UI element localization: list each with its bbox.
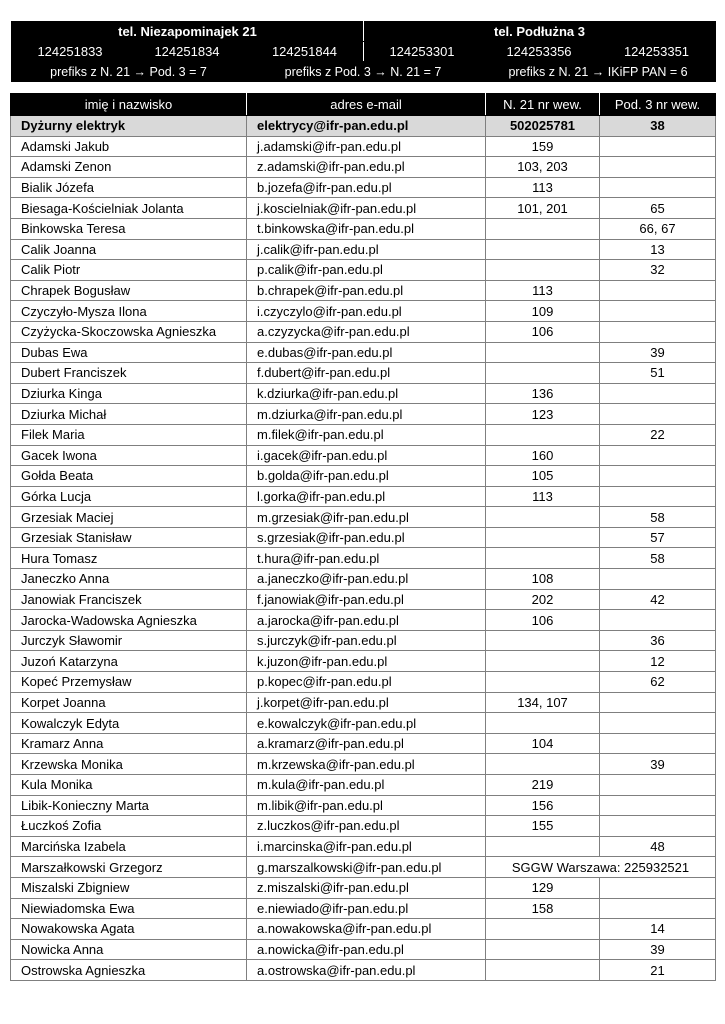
email-address: t.binkowska@ifr-pan.edu.pl [247,218,486,239]
table-row [11,877,716,898]
header-email: adres e-mail [247,94,486,116]
email-address: a.jarocka@ifr-pan.edu.pl [247,610,486,631]
email-address: e.kowalczyk@ifr-pan.edu.pl [247,713,486,734]
phone-numbers-block [11,21,716,82]
email-address: a.czyzycka@ifr-pan.edu.pl [247,321,486,342]
n21-extension [486,239,600,260]
email-address: elektrycy@ifr-pan.edu.pl [247,116,486,137]
pod3-extension: 13 [600,239,716,260]
email-address: z.miszalski@ifr-pan.edu.pl [247,877,486,898]
n21-extension: 155 [486,816,600,837]
n21-extension: 105 [486,466,600,487]
person-name: Nowakowska Agata [11,919,247,940]
n21-extension [486,939,600,960]
n21-extension [486,754,600,775]
pod3-extension [600,569,716,590]
n21-extension [486,424,600,445]
n21-extension: 106 [486,610,600,631]
person-name: Kopeć Przemysław [11,672,247,693]
table-row [11,960,716,981]
table-row [11,898,716,919]
table-row [11,424,716,445]
email-address: f.janowiak@ifr-pan.edu.pl [247,589,486,610]
n21-extension: 103, 203 [486,157,600,178]
n21-extension [486,342,600,363]
header-pod3-ext: Pod. 3 nr wew. [600,94,716,116]
person-name: Libik-Konieczny Marta [11,795,247,816]
email-address: a.nowakowska@ifr-pan.edu.pl [247,919,486,940]
n21-extension [486,260,600,281]
person-name: Krzewska Monika [11,754,247,775]
email-address: t.hura@ifr-pan.edu.pl [247,548,486,569]
prefix-note: prefiks z N. 21 → Pod. 3 = 7 [12,62,246,82]
phone-number: 124251833 [12,42,129,62]
person-name: Czyczyło-Mysza Ilona [11,301,247,322]
n21-extension: 113 [486,280,600,301]
n21-extension: 104 [486,733,600,754]
duty-electrician-row [11,116,716,137]
person-name: Nowicka Anna [11,939,247,960]
email-address: g.marszalkowski@ifr-pan.edu.pl [247,857,486,878]
email-address: m.libik@ifr-pan.edu.pl [247,795,486,816]
table-row [11,754,716,775]
email-address: s.jurczyk@ifr-pan.edu.pl [247,630,486,651]
email-address: f.dubert@ifr-pan.edu.pl [247,363,486,384]
email-address: p.kopec@ifr-pan.edu.pl [247,672,486,693]
n21-extension: 108 [486,569,600,590]
n21-extension [486,836,600,857]
person-name: Hura Tomasz [11,548,247,569]
person-name: Gołda Beata [11,466,247,487]
pod3-extension [600,610,716,631]
pod3-extension [600,733,716,754]
email-address: b.chrapek@ifr-pan.edu.pl [247,280,486,301]
n21-extension [486,651,600,672]
pod3-extension [600,877,716,898]
phone-number: 124253301 [364,42,481,62]
n21-extension: 113 [486,177,600,198]
pod3-extension [600,404,716,425]
table-header-row [11,94,716,116]
table-row [11,527,716,548]
table-row [11,239,716,260]
person-name: Kula Monika [11,775,247,796]
n21-extension: 158 [486,898,600,919]
email-address: j.koscielniak@ifr-pan.edu.pl [247,198,486,219]
staff-directory-table [10,93,716,981]
n21-extension [486,672,600,693]
pod3-extension: 58 [600,548,716,569]
n21-extension [486,960,600,981]
table-row [11,713,716,734]
prefix-note: prefiks z Pod. 3 → N. 21 = 7 [246,62,481,82]
table-row [11,569,716,590]
person-name: Grzesiak Maciej [11,507,247,528]
table-row [11,672,716,693]
pod3-extension [600,445,716,466]
email-address: a.kramarz@ifr-pan.edu.pl [247,733,486,754]
phone-number: 124253356 [481,42,598,62]
n21-extension: 134, 107 [486,692,600,713]
pod3-extension [600,383,716,404]
pod3-extension: 21 [600,960,716,981]
pod3-extension [600,321,716,342]
table-row [11,486,716,507]
person-name: Górka Lucja [11,486,247,507]
email-address: m.dziurka@ifr-pan.edu.pl [247,404,486,425]
email-address: s.grzesiak@ifr-pan.edu.pl [247,527,486,548]
pod3-extension: 12 [600,651,716,672]
person-name: Dubert Franciszek [11,363,247,384]
pod3-extension: 38 [600,116,716,137]
person-name: Biesaga-Kościelniak Jolanta [11,198,247,219]
pod3-extension [600,898,716,919]
header-name: imię i nazwisko [11,94,247,116]
pod3-extension: 42 [600,589,716,610]
table-row [11,795,716,816]
person-name: Gacek Iwona [11,445,247,466]
email-address: a.janeczko@ifr-pan.edu.pl [247,569,486,590]
table-row [11,301,716,322]
n21-extension [486,527,600,548]
email-address: b.jozefa@ifr-pan.edu.pl [247,177,486,198]
email-address: m.krzewska@ifr-pan.edu.pl [247,754,486,775]
table-row [11,692,716,713]
email-address: e.dubas@ifr-pan.edu.pl [247,342,486,363]
table-row [11,445,716,466]
n21-extension: 219 [486,775,600,796]
table-row [11,466,716,487]
table-row [11,342,716,363]
person-name: Adamski Zenon [11,157,247,178]
pod3-extension [600,157,716,178]
person-name: Bialik Józefa [11,177,247,198]
n21-extension: 101, 201 [486,198,600,219]
pod3-extension: 22 [600,424,716,445]
pod3-extension: 58 [600,507,716,528]
email-address: i.czyczylo@ifr-pan.edu.pl [247,301,486,322]
person-name: Korpet Joanna [11,692,247,713]
pod3-extension [600,486,716,507]
header-n21-ext: N. 21 nr wew. [486,94,600,116]
external-phone: SGGW Warszawa: 225932521 [486,857,716,878]
person-name: Dziurka Michał [11,404,247,425]
pod3-extension: 39 [600,939,716,960]
pod3-extension [600,280,716,301]
email-address: l.gorka@ifr-pan.edu.pl [247,486,486,507]
person-name: Filek Maria [11,424,247,445]
n21-extension: 202 [486,589,600,610]
person-name: Calik Piotr [11,260,247,281]
person-name: Grzesiak Stanisław [11,527,247,548]
email-address: e.niewiado@ifr-pan.edu.pl [247,898,486,919]
email-address: k.juzon@ifr-pan.edu.pl [247,651,486,672]
person-name: Dubas Ewa [11,342,247,363]
person-name: Jurczyk Sławomir [11,630,247,651]
table-row [11,610,716,631]
table-row [11,816,716,837]
pod3-extension [600,301,716,322]
table-row [11,836,716,857]
pod3-extension: 66, 67 [600,218,716,239]
table-row [11,919,716,940]
pod3-extension: 57 [600,527,716,548]
n21-extension: 502025781 [486,116,600,137]
n21-extension: 129 [486,877,600,898]
n21-extension [486,919,600,940]
person-name: Czyżycka-Skoczowska Agnieszka [11,321,247,342]
person-name: Miszalski Zbigniew [11,877,247,898]
pod3-extension: 48 [600,836,716,857]
pod3-extension [600,466,716,487]
email-address: a.nowicka@ifr-pan.edu.pl [247,939,486,960]
n21-extension [486,713,600,734]
n21-extension: 106 [486,321,600,342]
table-row [11,775,716,796]
n21-extension: 136 [486,383,600,404]
phone-number: 124251834 [129,42,246,62]
pod3-extension [600,816,716,837]
person-name: Marszałkowski Grzegorz [11,857,247,878]
table-row [11,404,716,425]
table-row [11,651,716,672]
table-row [11,589,716,610]
email-address: m.grzesiak@ifr-pan.edu.pl [247,507,486,528]
n21-extension: 109 [486,301,600,322]
person-name: Niewiadomska Ewa [11,898,247,919]
table-row [11,507,716,528]
person-name: Kowalczyk Edyta [11,713,247,734]
n21-extension: 160 [486,445,600,466]
email-address: j.korpet@ifr-pan.edu.pl [247,692,486,713]
email-address: j.calik@ifr-pan.edu.pl [247,239,486,260]
person-name: Adamski Jakub [11,136,247,157]
pod3-extension [600,775,716,796]
person-name: Janeczko Anna [11,569,247,590]
pod3-extension [600,795,716,816]
email-address: j.adamski@ifr-pan.edu.pl [247,136,486,157]
person-name: Juzoń Katarzyna [11,651,247,672]
table-row [11,383,716,404]
n21-extension [486,548,600,569]
person-name: Binkowska Teresa [11,218,247,239]
n21-extension [486,507,600,528]
pod3-extension: 65 [600,198,716,219]
table-row [11,733,716,754]
table-row [11,218,716,239]
location-title-podluzna: tel. Podłużna 3 [364,22,716,42]
n21-extension: 113 [486,486,600,507]
person-name: Calik Joanna [11,239,247,260]
email-address: p.calik@ifr-pan.edu.pl [247,260,486,281]
table-row [11,177,716,198]
email-address: b.golda@ifr-pan.edu.pl [247,466,486,487]
email-address: k.dziurka@ifr-pan.edu.pl [247,383,486,404]
person-name: Dziurka Kinga [11,383,247,404]
n21-extension: 156 [486,795,600,816]
person-name: Dyżurny elektryk [11,116,247,137]
person-name: Marcińska Izabela [11,836,247,857]
email-address: m.filek@ifr-pan.edu.pl [247,424,486,445]
phone-number: 124253351 [598,42,716,62]
pod3-extension: 14 [600,919,716,940]
table-row [11,630,716,651]
person-name: Ostrowska Agnieszka [11,960,247,981]
pod3-extension: 39 [600,754,716,775]
n21-extension: 123 [486,404,600,425]
table-row [11,136,716,157]
email-address: z.adamski@ifr-pan.edu.pl [247,157,486,178]
n21-extension: 159 [486,136,600,157]
pod3-extension [600,177,716,198]
pod3-extension [600,136,716,157]
location-title-niezapominajek: tel. Niezapominajek 21 [12,22,364,42]
n21-extension [486,218,600,239]
table-row [11,363,716,384]
n21-extension [486,363,600,384]
email-address: z.luczkos@ifr-pan.edu.pl [247,816,486,837]
email-address: i.gacek@ifr-pan.edu.pl [247,445,486,466]
table-row [11,157,716,178]
table-row [11,857,716,878]
pod3-extension [600,713,716,734]
pod3-extension: 32 [600,260,716,281]
email-address: m.kula@ifr-pan.edu.pl [247,775,486,796]
table-row [11,939,716,960]
table-row [11,260,716,281]
table-row [11,198,716,219]
table-row [11,321,716,342]
person-name: Kramarz Anna [11,733,247,754]
n21-extension [486,630,600,651]
phone-number: 124251844 [246,42,364,62]
person-name: Janowiak Franciszek [11,589,247,610]
pod3-extension: 62 [600,672,716,693]
pod3-extension [600,692,716,713]
person-name: Łuczkoś Zofia [11,816,247,837]
email-address: a.ostrowska@ifr-pan.edu.pl [247,960,486,981]
person-name: Jarocka-Wadowska Agnieszka [11,610,247,631]
table-row [11,548,716,569]
email-address: i.marcinska@ifr-pan.edu.pl [247,836,486,857]
table-row [11,280,716,301]
pod3-extension: 39 [600,342,716,363]
person-name: Chrapek Bogusław [11,280,247,301]
pod3-extension: 51 [600,363,716,384]
pod3-extension: 36 [600,630,716,651]
prefix-note: prefiks z N. 21 → IKiFP PAN = 6 [481,62,716,82]
